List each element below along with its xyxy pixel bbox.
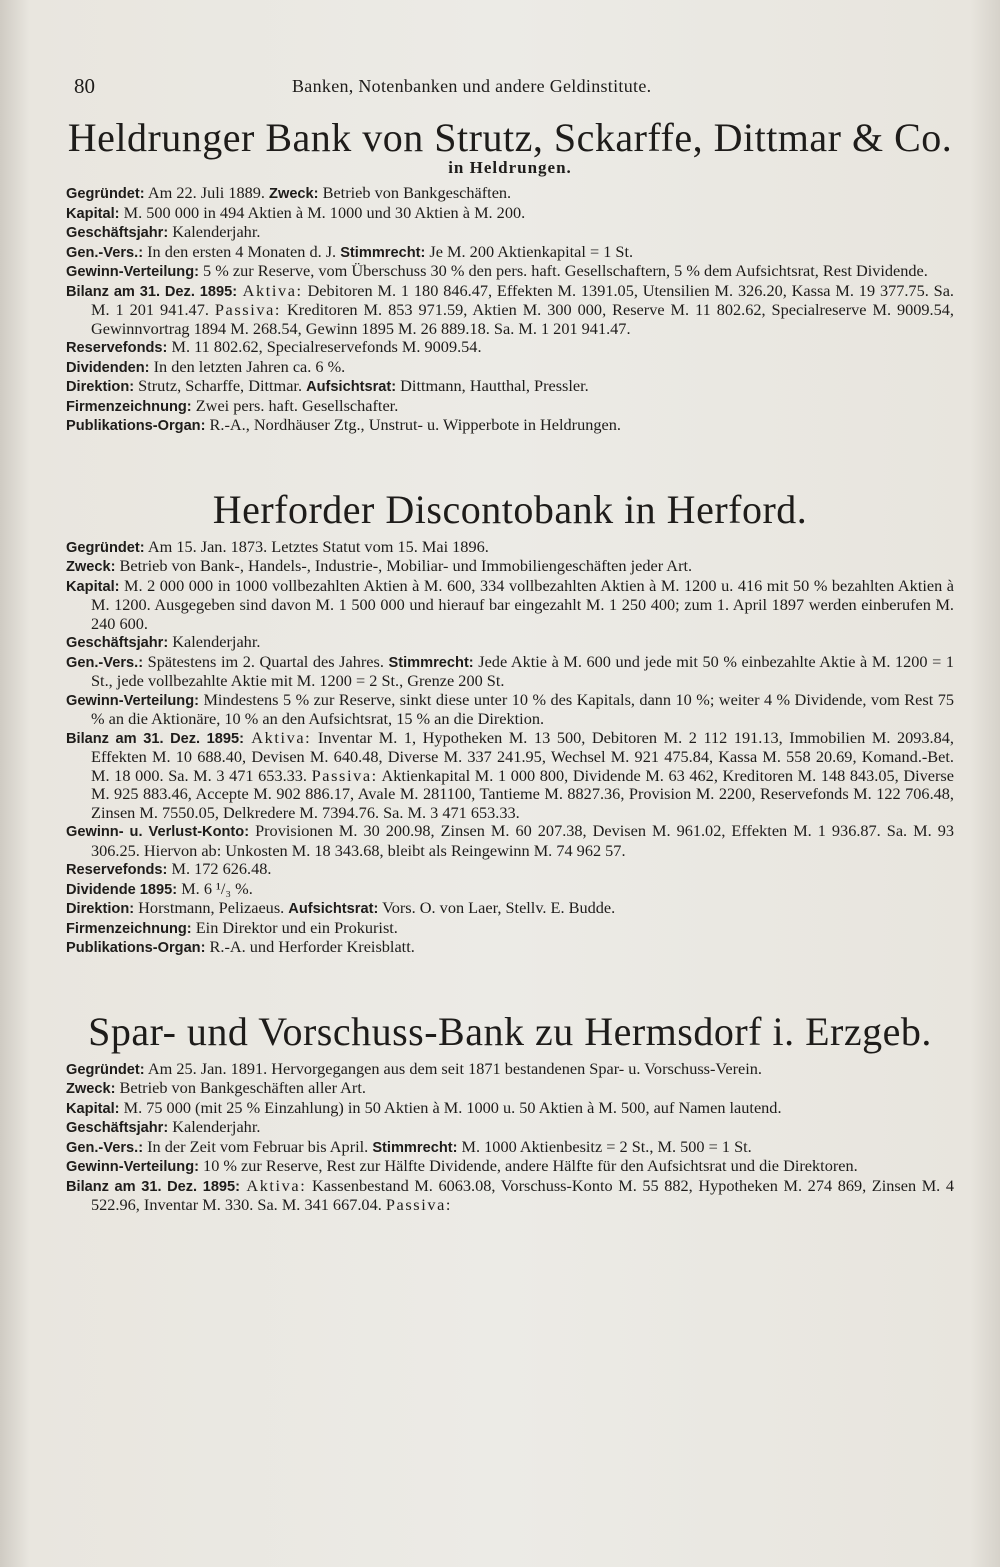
field-label: Publikations-Organ: (66, 940, 206, 956)
entry-paragraph (66, 1060, 954, 1080)
field-value: Kalenderjahr. (168, 222, 261, 241)
field-value: M. 11 802.62, Specialreservefonds M. 9009.54. (167, 337, 482, 356)
balance-side-label: Aktiva: (243, 727, 312, 747)
field-value: Ein Direktor und ein Prokurist. (191, 917, 398, 937)
entry-paragraph (66, 377, 954, 397)
field-label: Gegründet: (66, 186, 145, 202)
field-value: Debitoren M. 1 180 846.47, Effekten M. 1391.05, Utensilien M. 326.20, Kassa M. 19 377.75. Sa. M. 1 201 941.47. (91, 280, 954, 319)
bank-entry-hermsdorf (66, 1010, 954, 1215)
entry-paragraph (66, 243, 954, 263)
field-label: Bilanz am 31. Dez. 1895: (66, 730, 244, 747)
field-label: Aufsichtsrat: (306, 379, 397, 395)
field-value: M. 75 000 (mit 25 % Einzahlung) in 50 Aktien à M. 1000 u. 50 Aktien à M. 500, auf Namen lautend. (119, 1097, 782, 1117)
section-subtitle: in Heldrungen. (448, 158, 572, 177)
field-value: Am 25. Jan. 1891. Hervorgegangen aus dem seit 1871 bestandenen Spar- u. Vorschuss-Verein. (144, 1058, 762, 1078)
field-label: Bilanz am 31. Dez. 1895: (66, 283, 238, 300)
field-value: Dittmann, Hautthal, Pressler. (396, 376, 589, 395)
entry-paragraph (66, 204, 954, 224)
field-value: 10 % zur Reserve, Rest zur Hälfte Dividende, andere Hälfte für den Aufsichtsrat und die Direktoren. (198, 1156, 858, 1175)
field-label: Reservefonds: (66, 340, 168, 356)
field-label: Direktion: (66, 379, 135, 395)
field-label: Aufsichtsrat: (288, 901, 379, 917)
field-label: Kapital: (66, 1100, 120, 1117)
field-label: Direktion: (66, 901, 135, 917)
field-label: Gen.-Vers.: (66, 654, 144, 671)
entry-paragraph (66, 1138, 954, 1158)
field-value: 5 % zur Reserve, vom Überschuss 30 % den pers. haft. Gesellschaftern, 5 % dem Aufsichtsrat, Rest Dividende. (198, 261, 928, 280)
field-value: Am 22. Juli 1889. (144, 183, 270, 202)
entry-paragraph (66, 282, 954, 339)
entry-paragraph (66, 729, 954, 823)
section-title: Spar- und Vorschuss-Bank zu Hermsdorf i. Erzgeb. (88, 1008, 932, 1054)
balance-side-label: Passiva: (214, 300, 282, 319)
balance-side-label: Passiva: (311, 765, 378, 785)
field-label: Firmenzeichnung: (66, 398, 192, 415)
balance-side-label: Passiva: (385, 1195, 453, 1214)
field-label: Stimmrecht: (388, 654, 474, 671)
field-value: Mindestens 5 % zur Reserve, sinkt diese unter 10 % des Kapitals, dann 10 %; weiter 4 % Dividende, vom Rest 75 % an die Aktionäre, 10 % an den Aufsichtsrat, 15 % an die Direktion. (91, 689, 954, 728)
bank-entry-heldrungen (66, 116, 954, 436)
entry-paragraph (66, 691, 954, 729)
field-value: Inventar M. 1, Hypotheken M. 13 500, Debitoren M. 2 112 191.13, Immobilien M. 2093.84, Effekten M. 10 688.40, Devisen M. 640.48, Diverse M. 337 241.95, Wechsel M. 921 475.84, Kassa M. 558 20.69, Komand.-Bet. M. 18 000. Sa. M. 3 471 653.33. (91, 727, 954, 785)
entry-paragraph (66, 577, 954, 634)
entry-paragraph (66, 633, 954, 653)
field-label: Stimmrecht: (340, 244, 426, 261)
field-value: M. 2 000 000 in 1000 vollbezahlten Aktien à M. 600, 334 vollbezahlten Aktien à M. 1200 u. 416 mit 50 % bezahlten Aktien à M. 1200. Ausgegeben sind davon M. 1 500 000 und hierauf bar eingezahlt M. 1 250 400; zum 1. April 1897 werden einberufen M. 240 600. (91, 575, 954, 633)
entry-paragraph (66, 899, 954, 919)
field-label: Gewinn-Verteilung: (66, 264, 199, 280)
entry-paragraph (66, 338, 954, 358)
field-value: Betrieb von Bankgeschäften aller Art. (115, 1078, 366, 1097)
field-label: Kapital: (66, 578, 120, 595)
field-value: Kreditoren M. 853 971.59, Aktien M. 300 000, Reserve M. 11 802.62, Specialreserve M. 9009.54, Gewinnvortrag 1894 M. 268.54, Gewinn 1895 M. 26 889.18. Sa. M. 1 201 941.47. (91, 300, 954, 338)
field-value: R.-A. und Herforder Kreisblatt. (205, 937, 415, 956)
field-label: Geschäftsjahr: (66, 635, 169, 651)
entry-paragraph (66, 184, 954, 204)
field-value: Provisionen M. 30 200.98, Zinsen M. 60 207.38, Devisen M. 961.02, Effekten M. 1 936.87. Sa. M. 93 306.25. Hiervon ab: Unkosten M. 18 343.68, bleibt als Reingewinn M. 74 962 57. (91, 821, 954, 860)
entry-paragraph (66, 223, 954, 243)
field-label: Dividende 1895: (66, 881, 178, 898)
field-value: M. 6 ¹/₃ %. (177, 878, 253, 898)
entry-list (66, 1060, 954, 1215)
entry-paragraph (66, 358, 954, 378)
field-value: Kalenderjahr. (168, 1117, 261, 1136)
entry-paragraph (66, 653, 954, 691)
page-number: 80 (74, 74, 95, 98)
field-label: Gen.-Vers.: (66, 1139, 144, 1156)
field-label: Kapital: (66, 205, 120, 222)
field-value: In den ersten 4 Monaten d. J. (143, 241, 341, 261)
entry-paragraph (66, 416, 954, 436)
field-label: Geschäftsjahr: (66, 225, 169, 241)
field-value: Kalenderjahr. (168, 632, 261, 651)
balance-side-label: Aktiva: (240, 1175, 307, 1195)
entry-paragraph (66, 1177, 954, 1215)
entry-paragraph (66, 860, 954, 880)
field-label: Zweck: (269, 186, 319, 202)
running-head (66, 72, 954, 102)
field-value: Vors. O. von Laer, Stellv. E. Budde. (378, 898, 616, 917)
field-value: Horstmann, Pelizaeus. (134, 898, 289, 917)
field-value: Jede Aktie à M. 600 und jede mit 50 % einbezahlte Aktie à M. 1200 = 1 St., jede vollbezahlte Aktie mit M. 1200 = 2 St., Grenze 200 St. (91, 651, 955, 690)
bank-entry-herford (66, 488, 954, 958)
field-label: Geschäftsjahr: (66, 1120, 169, 1136)
entry-paragraph (66, 938, 954, 958)
field-label: Stimmrecht: (372, 1139, 458, 1156)
field-value: Betrieb von Bank-, Handels-, Industrie-, Mobiliar- und Immobiliengeschäften jeder Art. (115, 556, 693, 575)
entry-paragraph (66, 822, 954, 860)
entry-paragraph (66, 557, 954, 577)
field-value: Spätestens im 2. Quartal des Jahres. (143, 651, 389, 671)
entry-paragraph (66, 538, 954, 558)
field-label: Gen.-Vers.: (66, 244, 144, 261)
field-value: In der Zeit vom Februar bis April. (143, 1136, 373, 1156)
entry-paragraph (66, 1118, 954, 1138)
entry-list (66, 538, 954, 958)
field-value: M. 500 000 in 494 Aktien à M. 1000 und 30 Aktien à M. 200. (119, 202, 526, 222)
field-value: R.-A., Nordhäuser Ztg., Unstrut- u. Wipperbote in Heldrungen. (205, 415, 621, 434)
field-label: Gewinn-Verteilung: (66, 692, 199, 709)
entry-paragraph (66, 262, 954, 282)
entry-paragraph (66, 880, 954, 900)
field-label: Publikations-Organ: (66, 418, 206, 434)
field-label: Zweck: (66, 1081, 116, 1097)
field-value: Aktienkapital M. 1 000 800, Dividende M. 63 462, Kreditoren M. 148 843.05, Diverse M. 925 883.46, Accepte M. 902 886.17, Avale M. 281100, Tantieme M. 8827.36, Provision M. 2200, Reservefonds M. 122 706.48, Zinsen M. 7550.05, Delkredere M. 7394.76. Sa. M. 3 471 653.33. (91, 765, 954, 822)
field-label: Gegründet: (66, 1061, 145, 1078)
field-label: Bilanz am 31. Dez. 1895: (66, 1178, 241, 1195)
entry-paragraph (66, 397, 954, 417)
field-value: Am 15. Jan. 1873. Letztes Statut vom 15. Mai 1896. (144, 536, 489, 556)
entry-paragraph (66, 919, 954, 939)
field-value: Kassenbestand M. 6063.08, Vorschuss-Konto M. 55 882, Hypotheken M. 274 869, Zinsen M. 4 522.96, Inventar M. 330. Sa. M. 341 667.04. (91, 1175, 954, 1214)
field-label: Gewinn-Verteilung: (66, 1159, 199, 1175)
field-value: Zwei pers. haft. Gesellschafter. (191, 395, 399, 415)
entry-paragraph (66, 1157, 954, 1177)
field-value: Strutz, Scharffe, Dittmar. (134, 376, 307, 395)
entry-paragraph (66, 1099, 954, 1119)
field-label: Reservefonds: (66, 862, 168, 878)
field-value: M. 172 626.48. (167, 859, 272, 878)
entry-list (66, 184, 954, 436)
field-value: In den letzten Jahren ca. 6 %. (149, 356, 346, 376)
field-value: M. 1000 Aktienbesitz = 2 St., M. 500 = 1 St. (457, 1136, 752, 1156)
field-label: Firmenzeichnung: (66, 920, 192, 937)
field-label: Dividenden: (66, 359, 150, 376)
running-title: Banken, Notenbanken und andere Geldinstitute. (292, 76, 652, 96)
section-title: Herforder Discontobank in Herford. (212, 486, 808, 532)
entry-paragraph (66, 1079, 954, 1099)
field-label: Gegründet: (66, 539, 145, 556)
section-title: Heldrunger Bank von Strutz, Sckarffe, Dittmar & Co. (67, 115, 953, 160)
field-value: Je M. 200 Aktienkapital = 1 St. (425, 241, 634, 261)
balance-side-label: Aktiva: (237, 280, 303, 300)
field-label: Gewinn- u. Verlust-Konto: (66, 824, 250, 840)
field-label: Zweck: (66, 559, 116, 575)
field-value: Betrieb von Bankgeschäften. (318, 183, 512, 202)
